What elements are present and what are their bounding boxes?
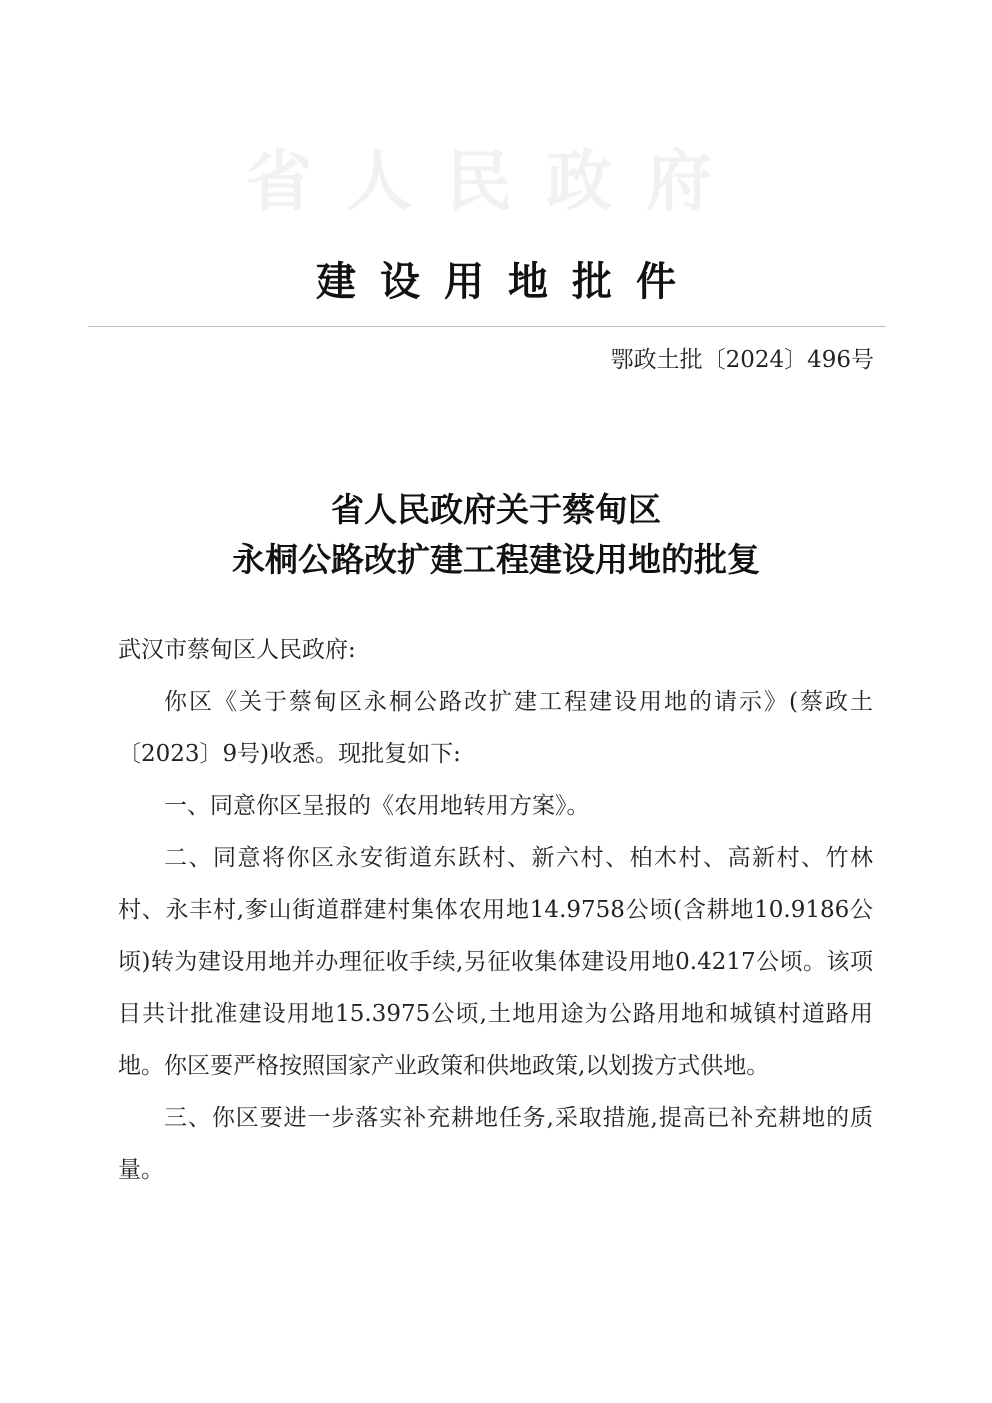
document-title-line-2: 永桐公路改扩建工程建设用地的批复	[232, 540, 760, 579]
document-body	[118, 624, 873, 1196]
document-title-line-1: 省人民政府关于蔡甸区	[331, 490, 661, 529]
document-number: 鄂政土批〔2024〕496号	[610, 347, 874, 373]
body-paragraph-item-1: 一、同意你区呈报的《农用地转用方案》。	[164, 793, 590, 819]
header-divider	[88, 326, 886, 327]
body-paragraph-receipt: 你区《关于蔡甸区永桐公路改扩建工程建设用地的请示》(蔡政土〔2023〕9号)收悉。现批复如下:	[118, 689, 873, 767]
body-paragraph-item-2: 二、同意将你区永安街道东跃村、新六村、柏木村、高新村、竹林村、永丰村,奓山街道群建村集体农用地14.9758公顷(含耕地10.9186公顷)转为建设用地并办理征收手续,另征收集体建设用地0.4217公顷。该项目共计批准建设用地15.3975公顷,土地用途为公路用地和城镇村道路用地。你区要严格按照国家产业政策和供地政策,以划拨方式供地。	[118, 845, 873, 1079]
salutation: 武汉市蔡甸区人民政府:	[118, 637, 356, 663]
document-type-heading: 建设用地批件	[316, 259, 700, 305]
body-paragraph-item-3: 三、你区要进一步落实补充耕地任务,采取措施,提高已补充耕地的质量。	[118, 1105, 873, 1183]
faded-letterhead: 省人民政府	[246, 143, 746, 220]
